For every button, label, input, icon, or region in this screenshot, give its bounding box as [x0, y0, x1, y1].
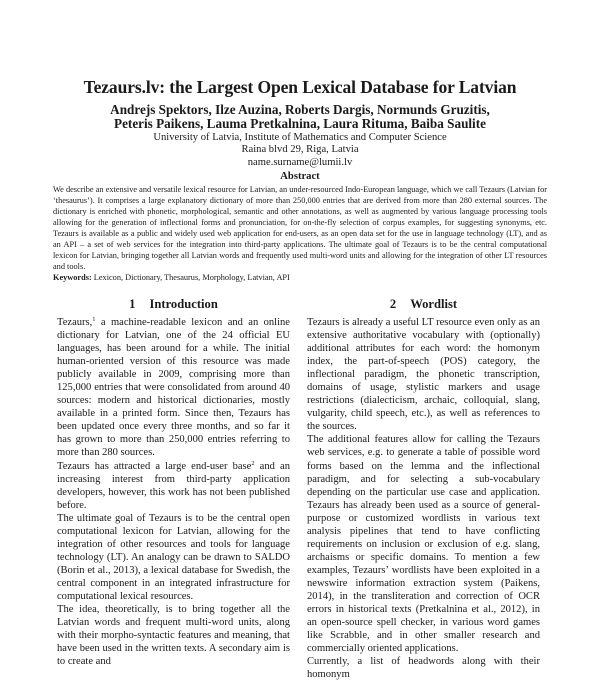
affiliation: University of Latvia, Institute of Mathematics and Computer Science	[153, 132, 447, 143]
email: name.surname@lumii.lv	[247, 156, 353, 168]
address: Raina blvd 29, Riga, Latvia	[241, 144, 359, 156]
affiliation-block	[0, 132, 600, 169]
column-left	[57, 296, 290, 668]
abstract-text: We describe an extensive and versatile lexical resource for Latvian, an under-resourced Indo-European language, which we call Tezaurs (Latvian for ‘thesaurus’). It comprises a large explanatory dictionary of more than 250,000 entries that are derived from more than 280 external sources. The dictionary is enriched with phonetic, morphological, semantic and other annotations, as well as augmented by various language processing tools allowing for the generation of inflectional forms and pronunciation, for on-the-fly selection of corpus examples, for suggesting synonyms, etc. Tezaurs is available as a public and widely used web application for end-users, as an open data set for the use in language technology (LT), and as an API – a set of web services for the integration into third-party applications. The ultimate goal of Tezaurs is to be the central computational lexicon for Latvian, bringing together all Latvian words and frequently used multi-word units and allowing for the integration of other LT resources and tools.	[53, 185, 547, 272]
section-title: Wordlist	[410, 297, 458, 311]
paragraph: The ultimate goal of Tezaurs is to be the central open computational lexicon for Latvian, allowing for the integration of other resources and tools for language technology (LT). An analogy can be drawn to SALDO (Borin et al., 2013), a lexical database for Swedish, the central component in an integrated infrastructure for computational lexical resources.	[57, 512, 290, 602]
keywords	[53, 272, 547, 283]
section-title: Introduction	[149, 297, 218, 311]
paragraph-text: a machine-readable lexicon and an online dictionary for Latvian, one of the 24 official EU languages, has been around for a while. The initial human-oriented version of this resource was made publicly available in 2009, comprising more than 125,000 entries that were consolidated from around 40 sources: modern and historical dictionaries, mostly available in a printed form. Since then, Tezaurs has been updated once every three months, and so far it has grown to more than 250,000 entries referring to more than 280 sources.	[57, 317, 290, 459]
paragraph-text: and an increasing interest from third-party application developers, however, this work has not been published before.	[57, 460, 290, 511]
paragraph: The additional features allow for calling the Tezaurs web services, e.g. to generate a table of possible word forms based on the lemma and the inflectional paradigm, and for selecting a sub-vocabulary depending on the particular use case and application. Tezaurs has already been used as a source of general-purpose or customized wordlists in various text analysis pipelines that tend to have conflicting requirements on inclusion or exclusion of e.g. slang, archaisms or specific domains. To mention a few examples, Tezaurs’ wordlists have been exploited in a newswire information extraction system (Paikens, 2014), in the transliteration and correction of OCR errors in historical texts (Pretkalnina et al., 2012), in an open-source spell checker, in various word games like Scrabble, and in other smaller research and commercially oriented applications.	[307, 434, 540, 655]
section-heading-introduction	[57, 296, 290, 312]
paragraph	[57, 316, 290, 460]
paper-title: Tezaurs.lv: the Largest Open Lexical Database for Latvian	[83, 77, 517, 97]
authors-line-2: Peteris Paikens, Lauma Pretkalnina, Laura Rituma, Baiba Saulite	[114, 116, 486, 131]
section-heading-wordlist	[307, 296, 540, 312]
paragraph-text: Tezaurs,	[57, 317, 93, 328]
abstract	[53, 184, 547, 283]
paragraph: The idea, theoretically, is to bring together all the Latvian words and frequent multi-word units, along with their morpho-syntactic features and meaning, that have been used in the written texts. A secondary aim is to create and	[57, 604, 290, 668]
author-list	[0, 103, 600, 131]
keywords-label: Keywords:	[53, 273, 92, 283]
abstract-heading: Abstract	[280, 171, 320, 182]
column-right	[307, 296, 540, 681]
authors-line-1: Andrejs Spektors, Ilze Auzina, Roberts Dargis, Normunds Gruzitis,	[110, 102, 490, 117]
keywords-list: Lexicon, Dictionary, Thesaurus, Morphology, Latvian, API	[93, 273, 290, 283]
footnote-marker[interactable]: 2	[251, 459, 255, 467]
paragraph: Tezaurs is already a useful LT resource even only as an extensive authoritative vocabulary with (optionally) additional attributes for each word: the homonym index, the part-of-speech (POS) category, the inflectional paradigm, the phonetic transcription, domains of usage, stylistic markers and usage restrictions (dialecticism, archaic, colloquial, slang, vulgarity, child speech, etc.), as well as references to the sources.	[307, 317, 540, 433]
paragraph-text: Tezaurs has attracted a large end-user base	[57, 460, 252, 472]
paragraph: Currently, a list of headwords along with their homonym	[307, 656, 540, 681]
footnote-marker[interactable]: 1	[92, 316, 96, 323]
paragraph	[57, 460, 290, 512]
section-number: 2	[389, 297, 397, 311]
section-number: 1	[129, 297, 136, 311]
